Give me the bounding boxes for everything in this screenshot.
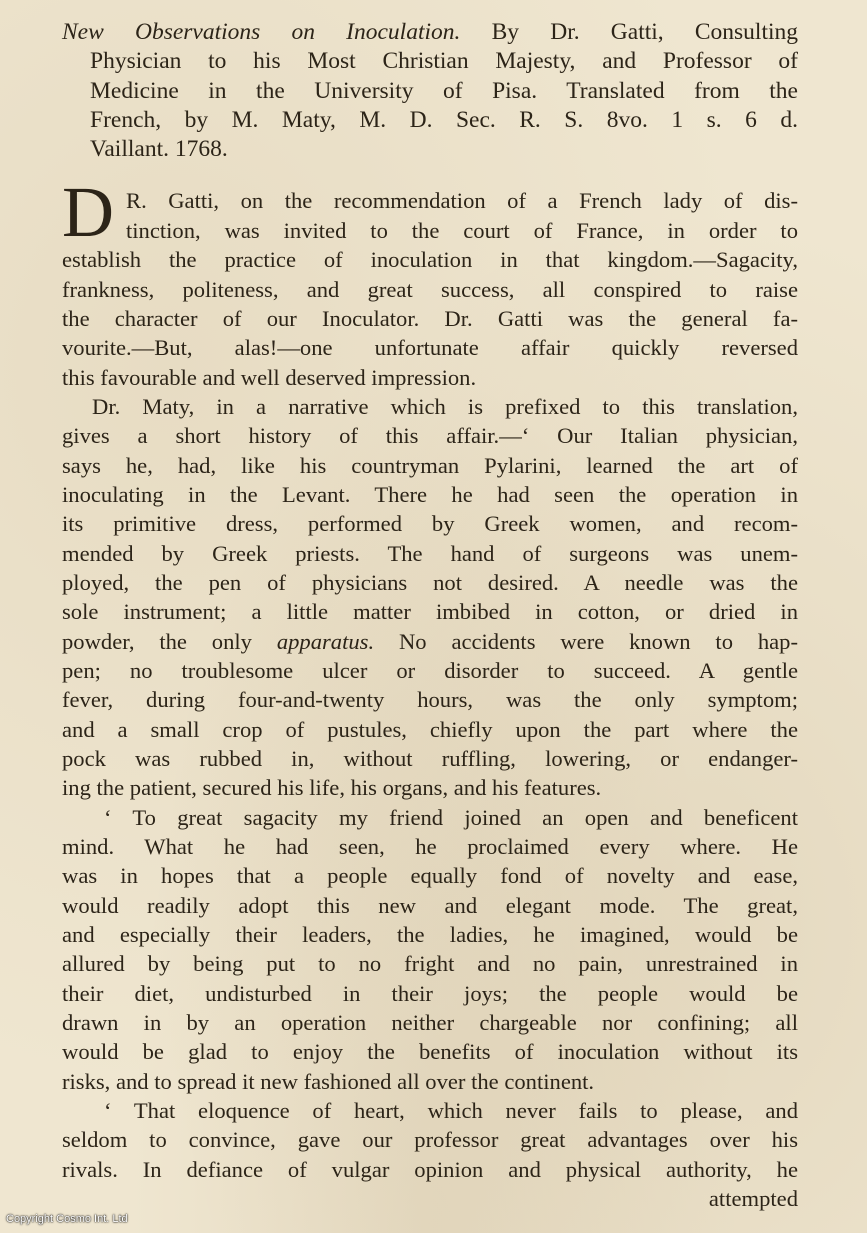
book-page	[62, 18, 798, 1214]
paragraph-4	[62, 1096, 798, 1213]
text-line: vourite.—But, alas!—one unfortunate affair quickly reversed	[62, 335, 798, 361]
text-line	[62, 627, 798, 656]
book-title: New Observations on Inoculation.	[62, 19, 461, 45]
text-line: establish the practice of inoculation in that kingdom.—Sagacity,	[62, 247, 798, 273]
heading-line-5: Vaillant. 1768.	[90, 136, 228, 163]
text-line: mind. What he had seen, he proclaimed every where. He	[62, 834, 798, 860]
text-line: tinction, was invited to the court of France, in order to	[126, 217, 798, 243]
text-line: their diet, undisturbed in their joys; the people would be	[62, 980, 798, 1006]
text-line: Dr. Maty, in a narrative which is prefixed to this translation,	[92, 393, 798, 419]
review-body	[62, 186, 798, 1213]
heading-line-1	[62, 18, 798, 47]
text-fragment: powder, the only	[62, 628, 252, 654]
text-line: mended by Greek priests. The hand of surgeons was unem-	[62, 540, 798, 566]
text-line: was in hopes that a people equally fond of novelty and ease,	[62, 863, 798, 889]
text-fragment: No accidents were known to hap-	[398, 628, 798, 654]
text-line: pen; no troublesome ulcer or disorder to succeed. A gentle	[62, 657, 798, 683]
text-line: drawn in by an operation neither chargeable nor confining; all	[62, 1010, 798, 1036]
text-line: R. Gatti, on the recommendation of a French lady of dis-	[126, 188, 798, 214]
heading-line-3: Medicine in the University of Pisa. Translated from the	[90, 77, 798, 104]
text-line: the character of our Inoculator. Dr. Gatti was the general fa-	[62, 305, 798, 331]
text-line: says he, had, like his countryman Pylarini, learned the art of	[62, 452, 798, 478]
text-line: ‘ To great sagacity my friend joined an open and beneficent	[104, 804, 798, 830]
text-line: ing the patient, secured his life, his organs, and his features.	[62, 775, 602, 801]
text-line: ‘ That eloquence of heart, which never fails to please, and	[104, 1098, 798, 1124]
drop-cap-letter: D	[62, 172, 114, 252]
heading-line-4: French, by M. Maty, M. D. Sec. R. S. 8vo. 1 s. 6 d.	[90, 106, 798, 133]
text-line: and a small crop of pustules, chiefly upon the part where the	[62, 716, 798, 742]
text-line: ployed, the pen of physicians not desired. A needle was the	[62, 569, 798, 595]
paragraph-3	[62, 803, 798, 1096]
text-line: inoculating in the Levant. There he had seen the operation in	[62, 481, 798, 507]
text-line: frankness, politeness, and great success, all conspired to raise	[62, 276, 798, 302]
text-line: its primitive dress, performed by Greek women, and recom-	[62, 511, 798, 537]
heading-line-2: Physician to his Most Christian Majesty, and Professor of	[90, 48, 798, 75]
text-line: would be glad to enjoy the benefits of inoculation without its	[62, 1039, 798, 1065]
text-line: pock was rubbed in, without ruffling, lowering, or endanger-	[62, 746, 798, 772]
text-line: fever, during four-and-twenty hours, was the only symptom;	[62, 687, 798, 713]
catchword: attempted	[708, 1186, 798, 1212]
copyright-watermark: Copyright Cosmo Int. Ltd	[6, 1213, 128, 1225]
text-line: this favourable and well deserved impression.	[62, 364, 477, 390]
italic-word: apparatus.	[276, 628, 375, 654]
text-line: sole instrument; a little matter imbibed in cotton, or dried in	[62, 599, 798, 625]
text-line: and especially their leaders, the ladies, he imagined, would be	[62, 922, 798, 948]
text-line: would readily adopt this new and elegant mode. The great,	[62, 892, 798, 918]
paragraph-1	[62, 186, 798, 391]
text-line: risks, and to spread it new fashioned all over the continent.	[62, 1068, 595, 1094]
text-line: gives a short history of this affair.—‘ Our Italian physician,	[62, 423, 798, 449]
paragraph-2	[62, 392, 798, 803]
text-line: allured by being put to no fright and no pain, unrestrained in	[62, 951, 798, 977]
author-line: By Dr. Gatti, Consulting	[491, 19, 799, 45]
review-heading	[62, 18, 798, 164]
text-line: seldom to convince, gave our professor great advantages over his	[62, 1127, 798, 1153]
text-line: rivals. In defiance of vulgar opinion and physical authority, he	[62, 1156, 798, 1182]
